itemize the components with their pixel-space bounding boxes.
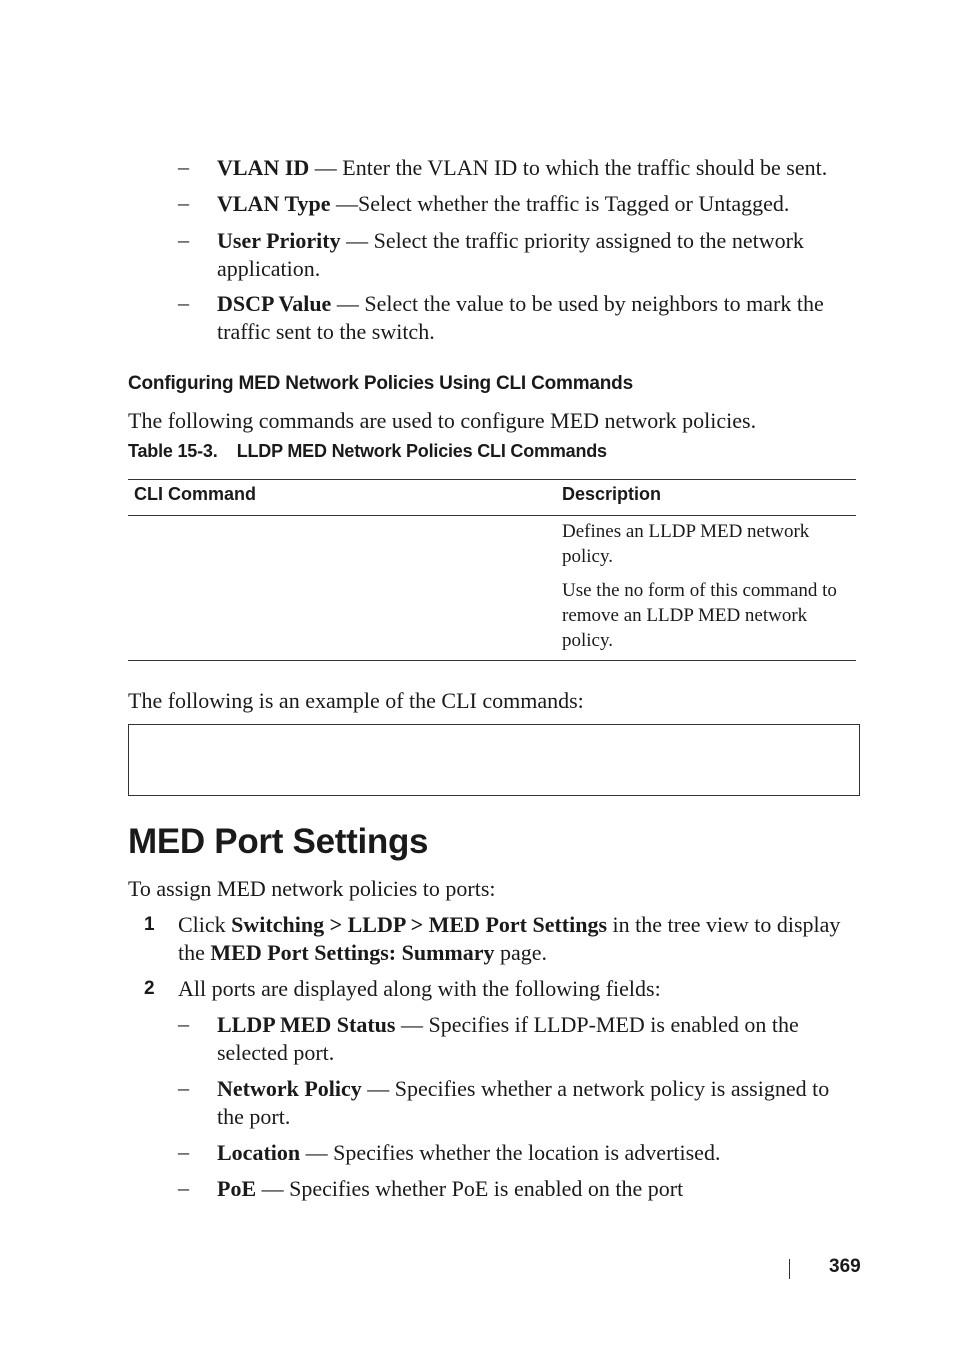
- section-heading: Configuring MED Network Policies Using CLI Commands: [128, 373, 633, 394]
- bullet-term: LLDP MED Status: [217, 1012, 396, 1037]
- bullet-text: — Specifies whether a network policy is assigned to the port.: [217, 1076, 830, 1129]
- dash: –: [178, 290, 189, 315]
- step-menu-path: Switching > LLDP > MED Port Settings: [231, 912, 608, 937]
- bullet-term: VLAN Type: [217, 191, 331, 216]
- step-text: page.: [494, 940, 548, 965]
- bullet-text: — Select the value to be used by neighbors to mark the traffic sent to the switch.: [217, 291, 824, 344]
- table-cell-description-2: Use the no form of this command to remove an LLDP MED network policy.: [562, 580, 837, 651]
- bullet-text: — Select the traffic priority assigned to the network application.: [217, 228, 804, 281]
- step-text: in the tree view to display the: [178, 912, 841, 965]
- bullet-text: — Specifies whether the location is advertised.: [300, 1140, 721, 1165]
- dash: –: [178, 190, 189, 215]
- dash: –: [178, 1011, 189, 1036]
- step-1: [178, 911, 858, 967]
- example-intro: The following is an example of the CLI commands:: [128, 688, 584, 713]
- table-caption: Table 15-3. LLDP MED Network Policies CLI Commands: [128, 441, 607, 461]
- bullet-text: — Specifies if LLDP-MED is enabled on the selected port.: [217, 1012, 799, 1065]
- bullet-text: — Enter the VLAN ID to which the traffic should be sent.: [309, 155, 828, 180]
- step-page-name: MED Port Settings: Summary: [210, 940, 495, 965]
- page-heading: MED Port Settings: [128, 822, 429, 861]
- dash: –: [178, 227, 189, 252]
- bullet-vlan-id: [217, 154, 857, 182]
- bullet-user-priority: [217, 227, 827, 283]
- bullet-term: User Priority: [217, 228, 341, 253]
- step-text: Click: [178, 912, 232, 937]
- dash: –: [178, 1139, 189, 1164]
- bullet-term: VLAN ID: [217, 155, 310, 180]
- table-bottom-rule: [128, 660, 856, 661]
- bullet-dscp-value: [217, 290, 857, 346]
- bullet-text: —Select whether the traffic is Tagged or Untagged.: [330, 191, 790, 216]
- bullet-term: DSCP Value: [217, 291, 332, 316]
- bullet-term: Location: [217, 1140, 301, 1165]
- step-number: 2: [144, 978, 155, 999]
- intro-paragraph: The following commands are used to configure MED network policies.: [128, 408, 757, 433]
- page-number: 369: [829, 1256, 861, 1277]
- bullet-text: — Specifies whether PoE is enabled on the port: [256, 1176, 684, 1201]
- footer-divider: [789, 1259, 790, 1279]
- assign-intro: To assign MED network policies to ports:: [128, 876, 496, 901]
- code-example-box: [128, 724, 860, 796]
- table-top-rule: [128, 479, 856, 480]
- bullet-network-policy: [217, 1075, 842, 1131]
- bullet-poe: [217, 1175, 857, 1203]
- bullet-term: Network Policy: [217, 1076, 362, 1101]
- table-header-description: Description: [562, 484, 662, 504]
- bullet-location: [217, 1139, 857, 1167]
- bullet-vlan-type: [217, 190, 857, 218]
- bullet-term: PoE: [217, 1176, 257, 1201]
- dash: –: [178, 1075, 189, 1100]
- table-header-cli-command: CLI Command: [134, 484, 257, 504]
- step-2: All ports are displayed along with the following fields:: [178, 976, 661, 1001]
- dash: –: [178, 1175, 189, 1200]
- table-header-rule: [128, 515, 856, 516]
- dash: –: [178, 154, 189, 179]
- table-cell-description-1: Defines an LLDP MED network policy.: [562, 521, 810, 567]
- step-number: 1: [144, 914, 155, 935]
- bullet-lldp-med-status: [217, 1011, 837, 1067]
